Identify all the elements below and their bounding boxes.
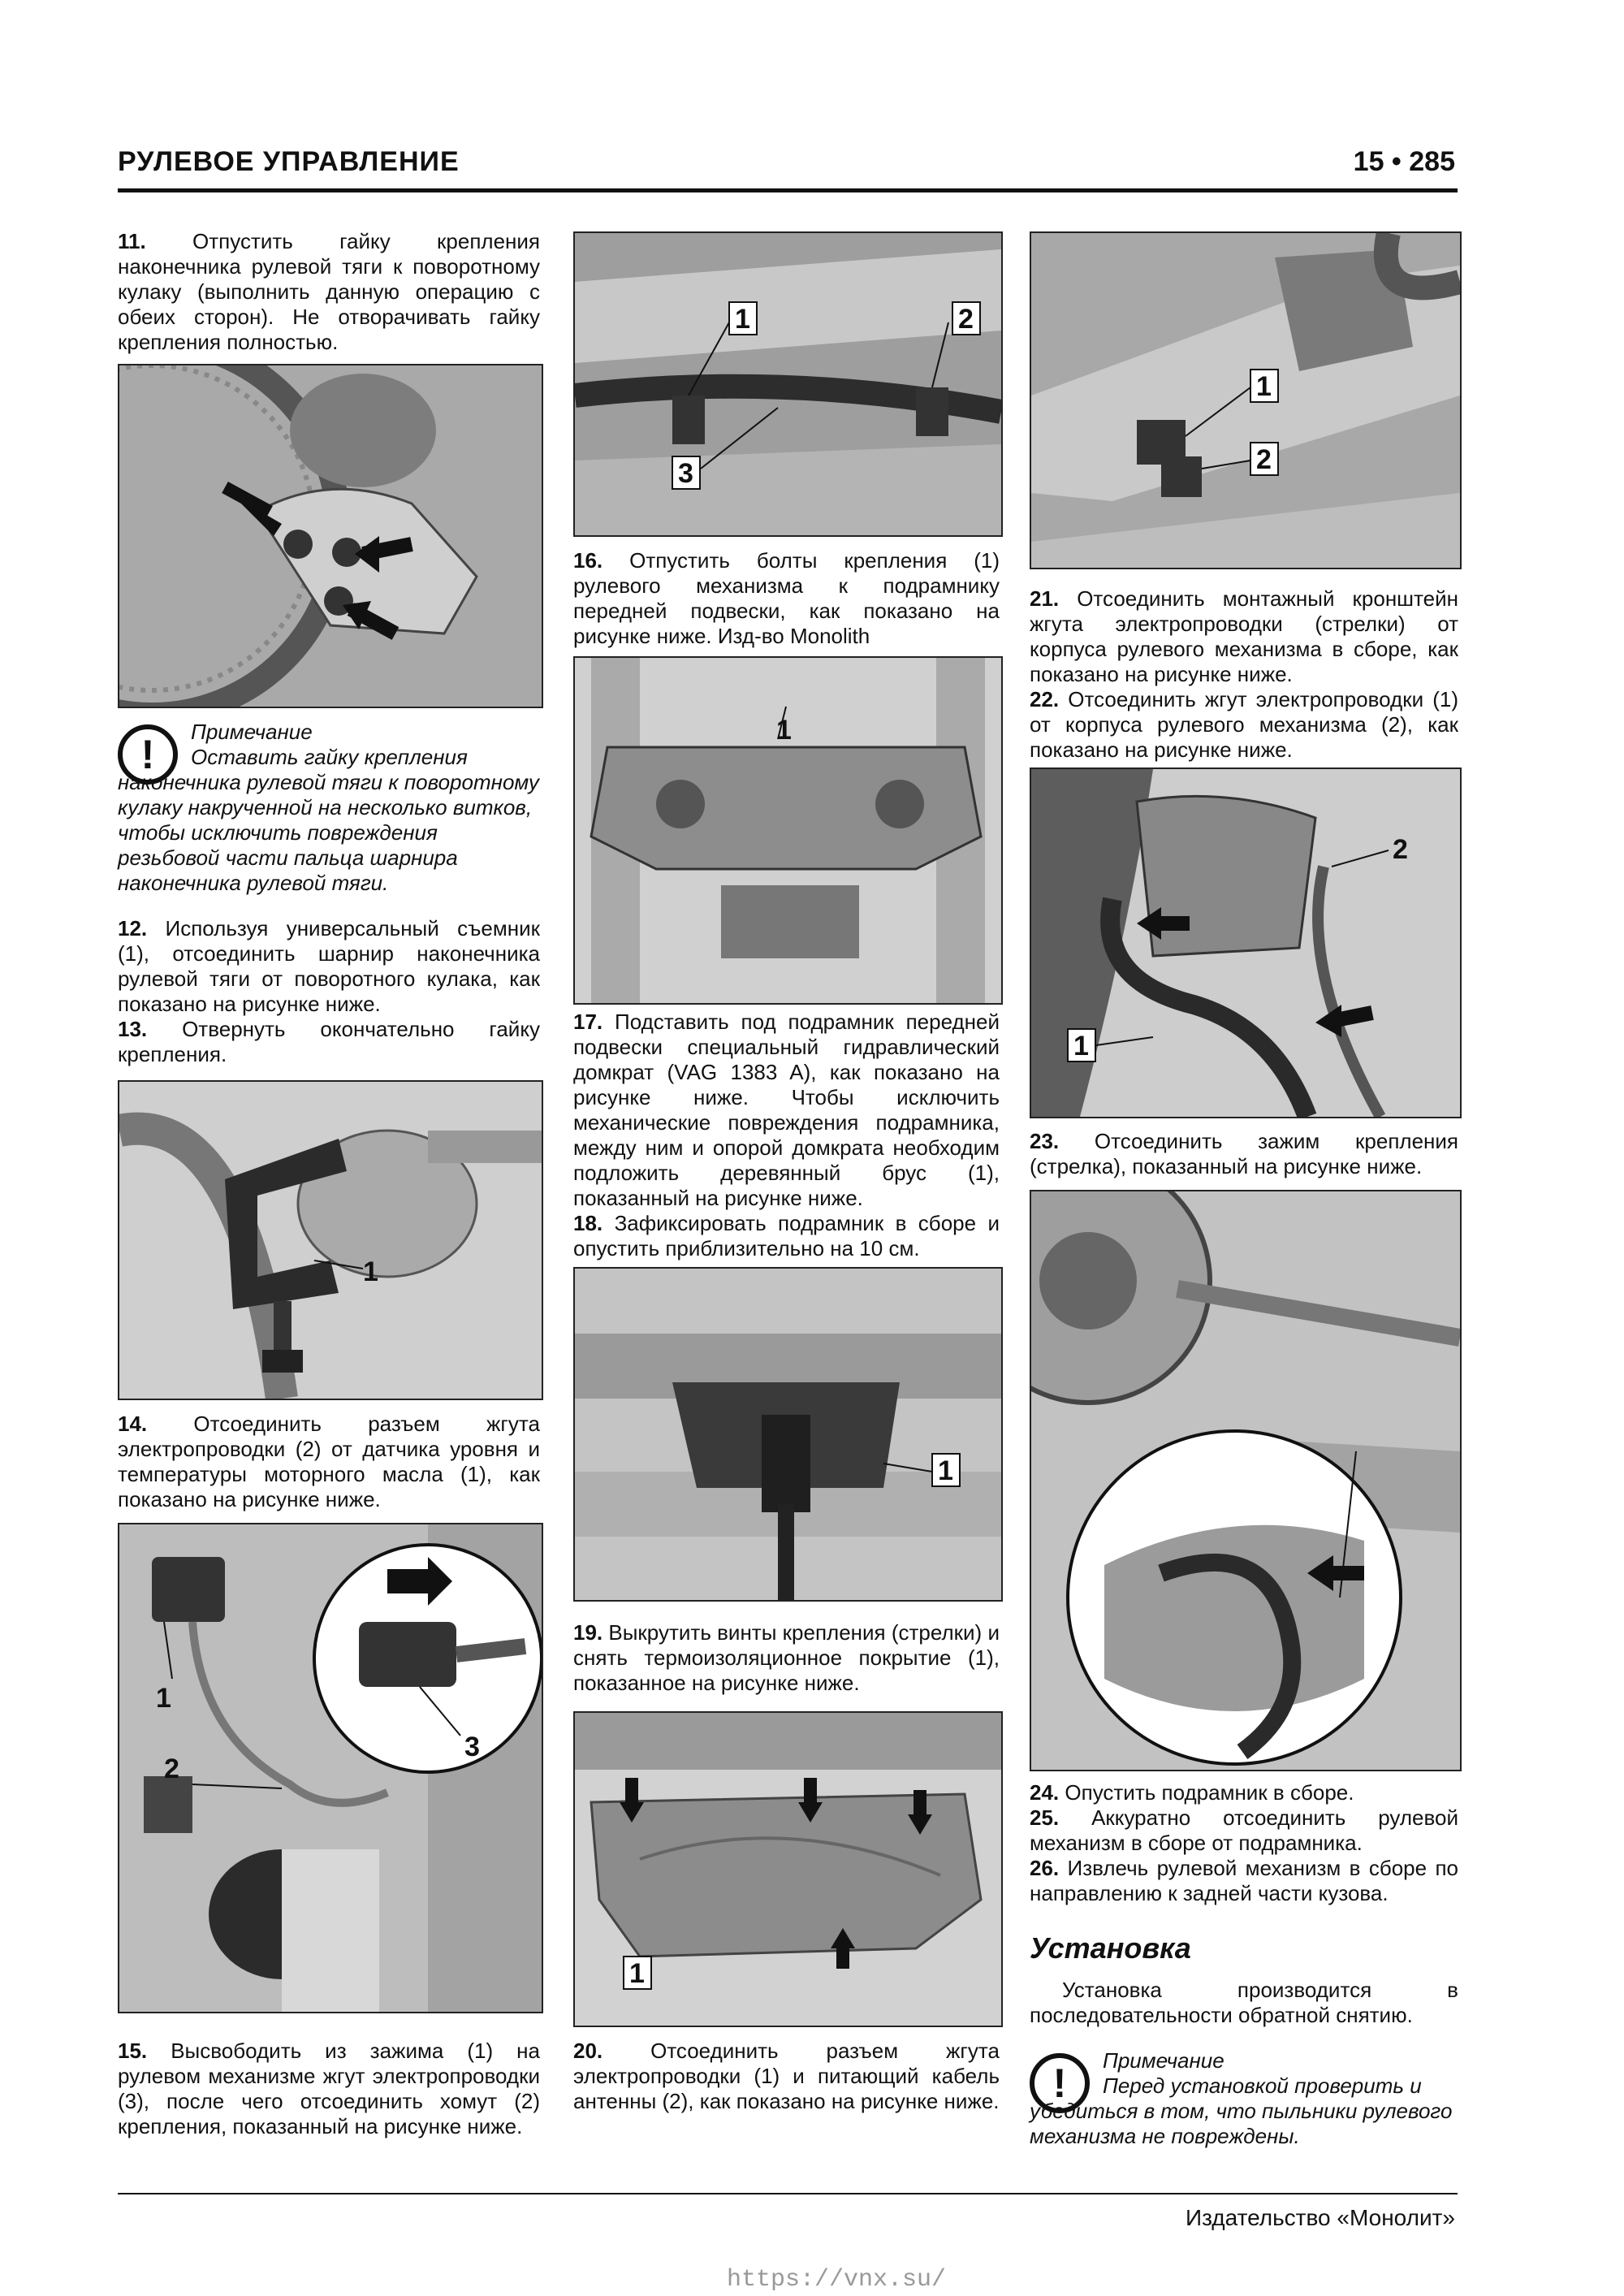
step-text: Отсоединить разъем жгута электропроводки (2) от датчика уровня и температуры моторного масла (1), как показано на рисунке ниже. <box>118 1412 540 1511</box>
footer-divider <box>118 2193 1458 2194</box>
callout-label: 3 <box>464 1732 480 1762</box>
section-heading-installation: Установка <box>1030 1931 1191 1965</box>
callout-label: 1 <box>776 715 792 746</box>
step-number: 22. <box>1030 687 1060 711</box>
note-2-text: Перед установкой проверить и убедиться в том, что пыльники рулевого механизма не повреждены. <box>1030 2073 1453 2148</box>
callout-label: 3 <box>678 458 693 489</box>
figure-harness-bracket <box>1030 767 1462 1118</box>
step-text: Отпустить гайку крепления наконечника рулевой тяги к поворотному кулаку (выполнить данную операцию с обеих сторон). Не отворачивать гайку крепления полностью. <box>118 229 540 354</box>
step-number: 12. <box>118 916 148 940</box>
step-text: Выкрутить винты крепления (стрелки) и снять термоизоляционное покрытие (1), показанное на рисунке ниже. <box>573 1620 1000 1695</box>
callout-label: 1 <box>363 1256 378 1287</box>
header-divider <box>118 188 1458 192</box>
figure-illustration <box>119 365 542 707</box>
step-text: Аккуратно отсоединить рулевой механизм в сборе от подрамника. <box>1030 1805 1458 1855</box>
step-number: 23. <box>1030 1129 1060 1153</box>
note-1-title: Примечание <box>191 720 313 744</box>
installation-text: Установка производится в последовательности обратной снятию. <box>1030 1978 1458 2027</box>
step-23 <box>1030 1129 1458 1179</box>
step-text: Отсоединить монтажный кронштейн жгута электропроводки (стрелки) от корпуса рулевого механизма в сборе, как показано на рисунке ниже. <box>1030 586 1458 686</box>
step-text: Извлечь рулевой механизм в сборе по направлению к задней части кузова. <box>1030 1856 1458 1905</box>
step-number: 11. <box>118 229 146 253</box>
step-number: 18. <box>573 1211 603 1235</box>
figure-wiring-connector-antenna <box>1030 231 1462 569</box>
figure-illustration <box>575 233 1001 535</box>
page-number: 15 • 285 <box>1353 146 1455 177</box>
callout-label: 2 <box>958 304 974 335</box>
note-1 <box>118 720 540 896</box>
figure-illustration <box>119 1524 542 2012</box>
callout-label: 1 <box>629 1958 645 1989</box>
note-2 <box>1030 2048 1458 2149</box>
figure-illustration <box>1031 233 1460 568</box>
step-12-13 <box>118 916 540 1067</box>
publisher-name: Издательство «Монолит» <box>1185 2205 1455 2230</box>
callout-label: 1 <box>156 1683 171 1714</box>
figure-tie-rod-nut <box>118 364 543 708</box>
callout-label: 1 <box>1073 1031 1089 1062</box>
step-21-22 <box>1030 586 1458 763</box>
figure-heat-shield-screws <box>573 1711 1003 2027</box>
step-text: Зафиксировать подрамник в сборе и опустить приблизительно на 10 см. <box>573 1211 1000 1260</box>
watermark-url[interactable]: https://vnx.su/ <box>727 2266 947 2294</box>
step-19 <box>573 1620 1000 1696</box>
exclamation-icon: ! <box>118 724 178 785</box>
figure-subframe-jack-position <box>573 656 1003 1005</box>
figure-ball-joint-puller <box>118 1080 543 1400</box>
figure-illustration <box>575 1269 1001 1600</box>
figure-illustration <box>1031 769 1460 1117</box>
note-2-title: Примечание <box>1103 2048 1224 2073</box>
step-11 <box>118 229 540 355</box>
callout-label: 2 <box>1393 834 1408 865</box>
step-16 <box>573 548 1000 649</box>
figure-illustration <box>1031 1191 1460 1770</box>
step-number: 16. <box>573 548 603 573</box>
note-1-text: Оставить гайку крепления наконечника рулевой тяги к поворотному кулаку накрученной на несколько витков, чтобы исключить повреждения резьбовой части пальца шарнира наконечника рулевой тяги. <box>118 745 539 895</box>
section-header-title: РУЛЕВОЕ УПРАВЛЕНИЕ <box>118 146 460 177</box>
callout-label: 1 <box>1256 371 1272 402</box>
figure-oil-sensor-connector <box>118 1523 543 2013</box>
step-15 <box>118 2039 540 2139</box>
figure-illustration <box>575 1713 1001 2026</box>
step-number: 17. <box>573 1010 603 1034</box>
step-24-26 <box>1030 1780 1458 1906</box>
step-17-18 <box>573 1010 1000 1261</box>
callout-label: 1 <box>938 1455 953 1486</box>
step-number: 19. <box>573 1620 603 1645</box>
exclamation-icon: ! <box>1030 2053 1090 2113</box>
step-text: Подставить под подрамник передней подвески специальный гидравлический домкрат (VAG 1383 A), как показано на рисунке ниже. Чтобы исключить механические повреждения подрамника, между ним и опорой домкрата необходим подложить деревянный брус (1), показанный на рисунке ниже. <box>573 1010 1000 1210</box>
step-number: 21. <box>1030 586 1060 611</box>
figure-hydraulic-jack-support <box>573 1267 1003 1602</box>
step-number: 14. <box>118 1412 148 1436</box>
figure-illustration <box>575 658 1001 1003</box>
step-text: Отсоединить жгут электропроводки (1) от корпуса рулевого механизма (2), как показано на рисунке ниже. <box>1030 687 1458 762</box>
step-number: 24. <box>1030 1780 1060 1805</box>
step-text: Отвернуть окончательно гайку крепления. <box>118 1017 540 1066</box>
figure-illustration <box>119 1082 542 1399</box>
step-20 <box>573 2039 1000 2114</box>
step-number: 25. <box>1030 1805 1060 1830</box>
step-text: Отсоединить разъем жгута электропроводки (1) и питающий кабель антенны (2), как показано на рисунке ниже. <box>573 2039 1000 2113</box>
figure-steering-mount-bolts <box>573 231 1003 537</box>
step-number: 15. <box>118 2039 148 2063</box>
step-text: Отпустить болты крепления (1) рулевого механизма к подрамнику передней подвески, как показано на рисунке ниже. Изд-во Monolith <box>573 548 1000 648</box>
step-number: 13. <box>118 1017 148 1041</box>
step-number: 26. <box>1030 1856 1060 1880</box>
step-text: Высвободить из зажима (1) на рулевом механизме жгут электропроводки (3), после чего отсоединить хомут (2) крепления, показанный на рисунке ниже. <box>118 2039 540 2138</box>
step-text: Опустить подрамник в сборе. <box>1065 1780 1354 1805</box>
callout-label: 2 <box>164 1753 179 1784</box>
step-text: Отсоединить зажим крепления (стрелка), показанный на рисунке ниже. <box>1030 1129 1458 1178</box>
step-number: 20. <box>573 2039 603 2063</box>
step-14 <box>118 1412 540 1512</box>
callout-label: 2 <box>1256 444 1272 475</box>
figure-retaining-clip <box>1030 1190 1462 1771</box>
step-text: Используя универсальный съемник (1), отсоединить шарнир наконечника рулевой тяги от поворотного кулака, как показано на рисунке ниже. <box>118 916 540 1016</box>
callout-label: 1 <box>735 304 750 335</box>
